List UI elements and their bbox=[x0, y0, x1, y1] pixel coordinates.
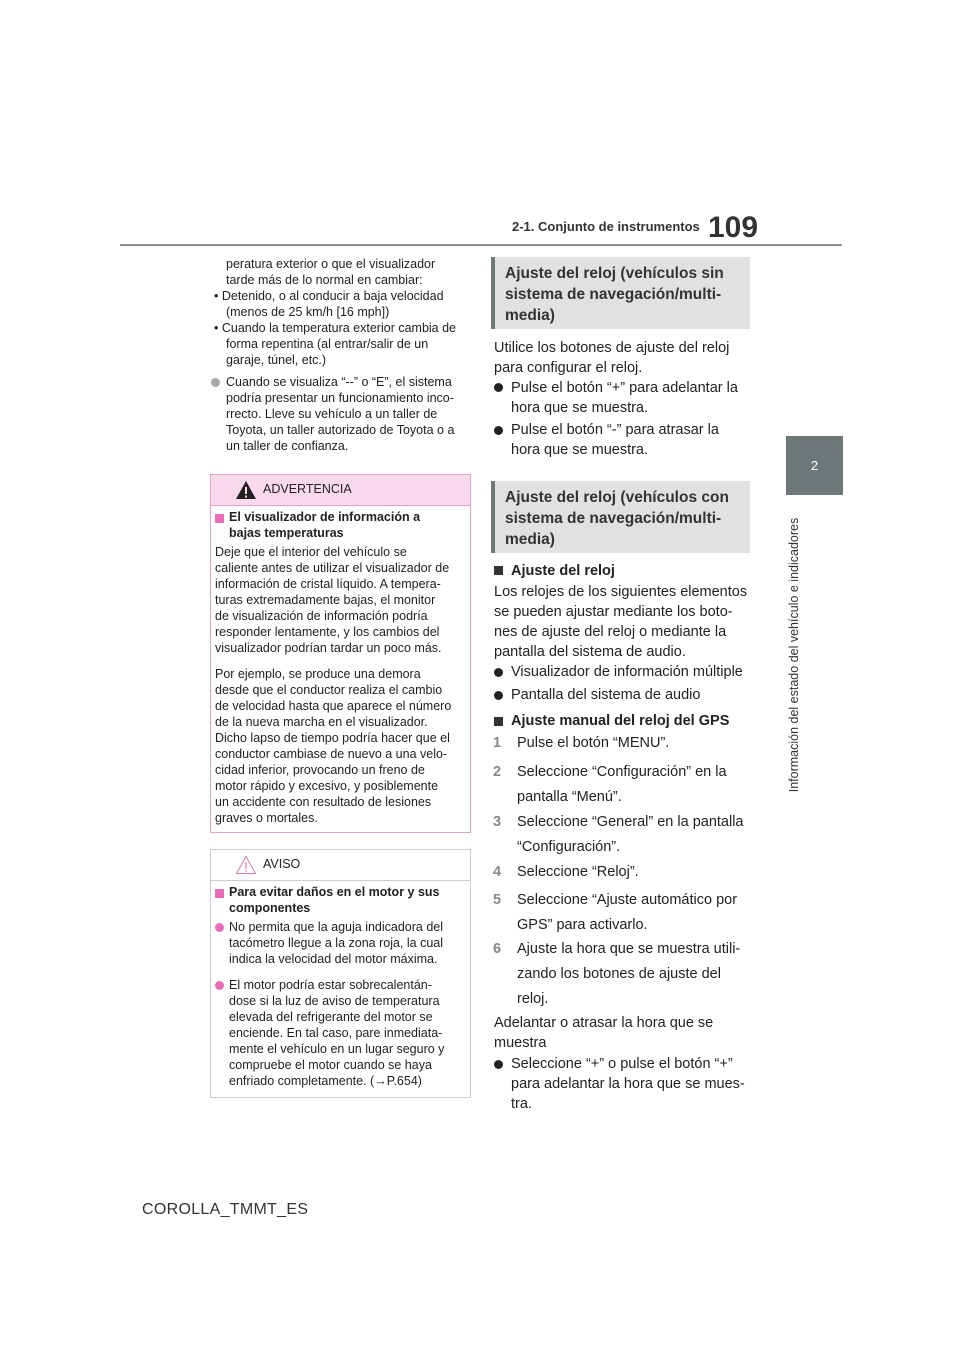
warning-subtitle: El visualizador de información a bajas temperaturas bbox=[229, 510, 421, 540]
warning-header bbox=[211, 475, 470, 506]
section-heading: Ajuste del reloj (vehículos con sistema de navegación/multi- media) bbox=[491, 481, 750, 553]
subheading: Ajuste del reloj bbox=[511, 563, 615, 579]
note-bullet-icon bbox=[211, 378, 220, 387]
bullet-icon bbox=[494, 668, 503, 677]
notice-header bbox=[211, 850, 470, 881]
list-item: Pulse el botón “+” para adelantar la hora que se muestra. bbox=[511, 380, 738, 416]
page-number: 109 bbox=[708, 211, 759, 244]
notice-item: El motor podría estar sobrecalentán- dose si la luz de aviso de temperatura elevada del refrigerante del motor se enciende. En tal caso, pare inmediata- mente el vehículo en un lugar seguro y compruebe el motor cuando se haya enfriado completamente. (→P.654) bbox=[229, 978, 445, 1088]
warning-title: ADVERTENCIA bbox=[263, 482, 352, 496]
intro-text: peratura exterior o que el visualizador tarde más de lo normal en cambiar: bbox=[226, 257, 436, 287]
footer-code: COROLLA_TMMT_ES bbox=[142, 1201, 309, 1218]
bullet-icon bbox=[215, 981, 224, 990]
notice-box bbox=[210, 849, 471, 1098]
list-item: Seleccione “+” o pulse el botón “+” para adelantar la hora que se mues- tra. bbox=[511, 1056, 745, 1112]
section-title: 2-1. Conjunto de instrumentos bbox=[512, 219, 700, 234]
paragraph: Utilice los botones de ajuste del reloj para configurar el reloj. bbox=[494, 340, 730, 376]
bullet-icon bbox=[494, 691, 503, 700]
list-item: Pulse el botón “-” para atrasar la hora que se muestra. bbox=[511, 422, 719, 458]
notice-item: No permita que la aguja indicadora del tacómetro llegue a la zona roja, la cual indica la velocidad del motor máxima. bbox=[229, 920, 444, 966]
bullet-icon bbox=[494, 1060, 503, 1069]
warning-triangle-icon bbox=[235, 480, 257, 500]
subheading: Ajuste manual del reloj del GPS bbox=[511, 713, 730, 729]
paragraph: Adelantar o atrasar la hora que se muestra bbox=[494, 1015, 714, 1051]
list-item: • Cuando la temperatura exterior cambia de forma repentina (al entrar/salir de un garaje, túnel, etc.) bbox=[214, 321, 457, 367]
square-bullet-icon bbox=[215, 889, 224, 898]
warning-paragraph: Deje que el interior del vehículo se caliente antes de utilizar el visualizador de información de cristal líquido. A tempera- turas extremadamente bajas, el monitor de visualización de información podría responder lentamente, y los cambios del visualizador podrían tardar un poco más. bbox=[215, 545, 450, 655]
notice-subtitle: Para evitar daños en el motor y sus componentes bbox=[229, 885, 440, 915]
list-item: Pantalla del sistema de audio bbox=[511, 687, 701, 703]
notice-title: AVISO bbox=[263, 857, 301, 871]
bullet-icon bbox=[215, 923, 224, 932]
header-rule bbox=[120, 244, 842, 246]
section-heading: Ajuste del reloj (vehículos sin sistema de navegación/multi- media) bbox=[491, 257, 750, 329]
list-item: • Detenido, o al conducir a baja velocidad (menos de 25 km/h [16 mph]) bbox=[214, 289, 444, 319]
square-bullet-icon bbox=[494, 566, 503, 575]
square-bullet-icon bbox=[215, 514, 224, 523]
list-item: Visualizador de información múltiple bbox=[511, 664, 743, 680]
bullet-list bbox=[214, 288, 474, 368]
bullet-icon bbox=[494, 383, 503, 392]
caution-triangle-icon bbox=[235, 855, 257, 875]
chapter-tab: 2 bbox=[786, 436, 843, 495]
chapter-label: Información del estado del vehículo e indicadores bbox=[787, 517, 801, 793]
square-bullet-icon bbox=[494, 717, 503, 726]
paragraph: Los relojes de los siguientes elementos se pueden ajustar mediante los boto- nes de ajuste del reloj o mediante la pantalla del sistema de audio. bbox=[494, 584, 748, 660]
note-text: Cuando se visualiza “--” o “E”, el sistema podría presentar un funcionamiento inco- rrecto. Lleve su vehículo a un taller de Toyota, un taller autorizado de Toyota o a un taller de confianza. bbox=[226, 375, 455, 453]
warning-box bbox=[210, 474, 471, 833]
warning-paragraph: Por ejemplo, se produce una demora desde que el conductor realiza el cambio de velocidad hasta que aparece el número de la nueva marcha en el visualizador. Dicho lapso de tiempo podría hacer que el conductor cambiase de nuevo a una velo- cidad inferior, provocando un freno de motor rápido y excesivo, y posiblemente un accidente con resultado de lesiones graves o mortales. bbox=[215, 667, 452, 825]
bullet-icon bbox=[494, 426, 503, 435]
